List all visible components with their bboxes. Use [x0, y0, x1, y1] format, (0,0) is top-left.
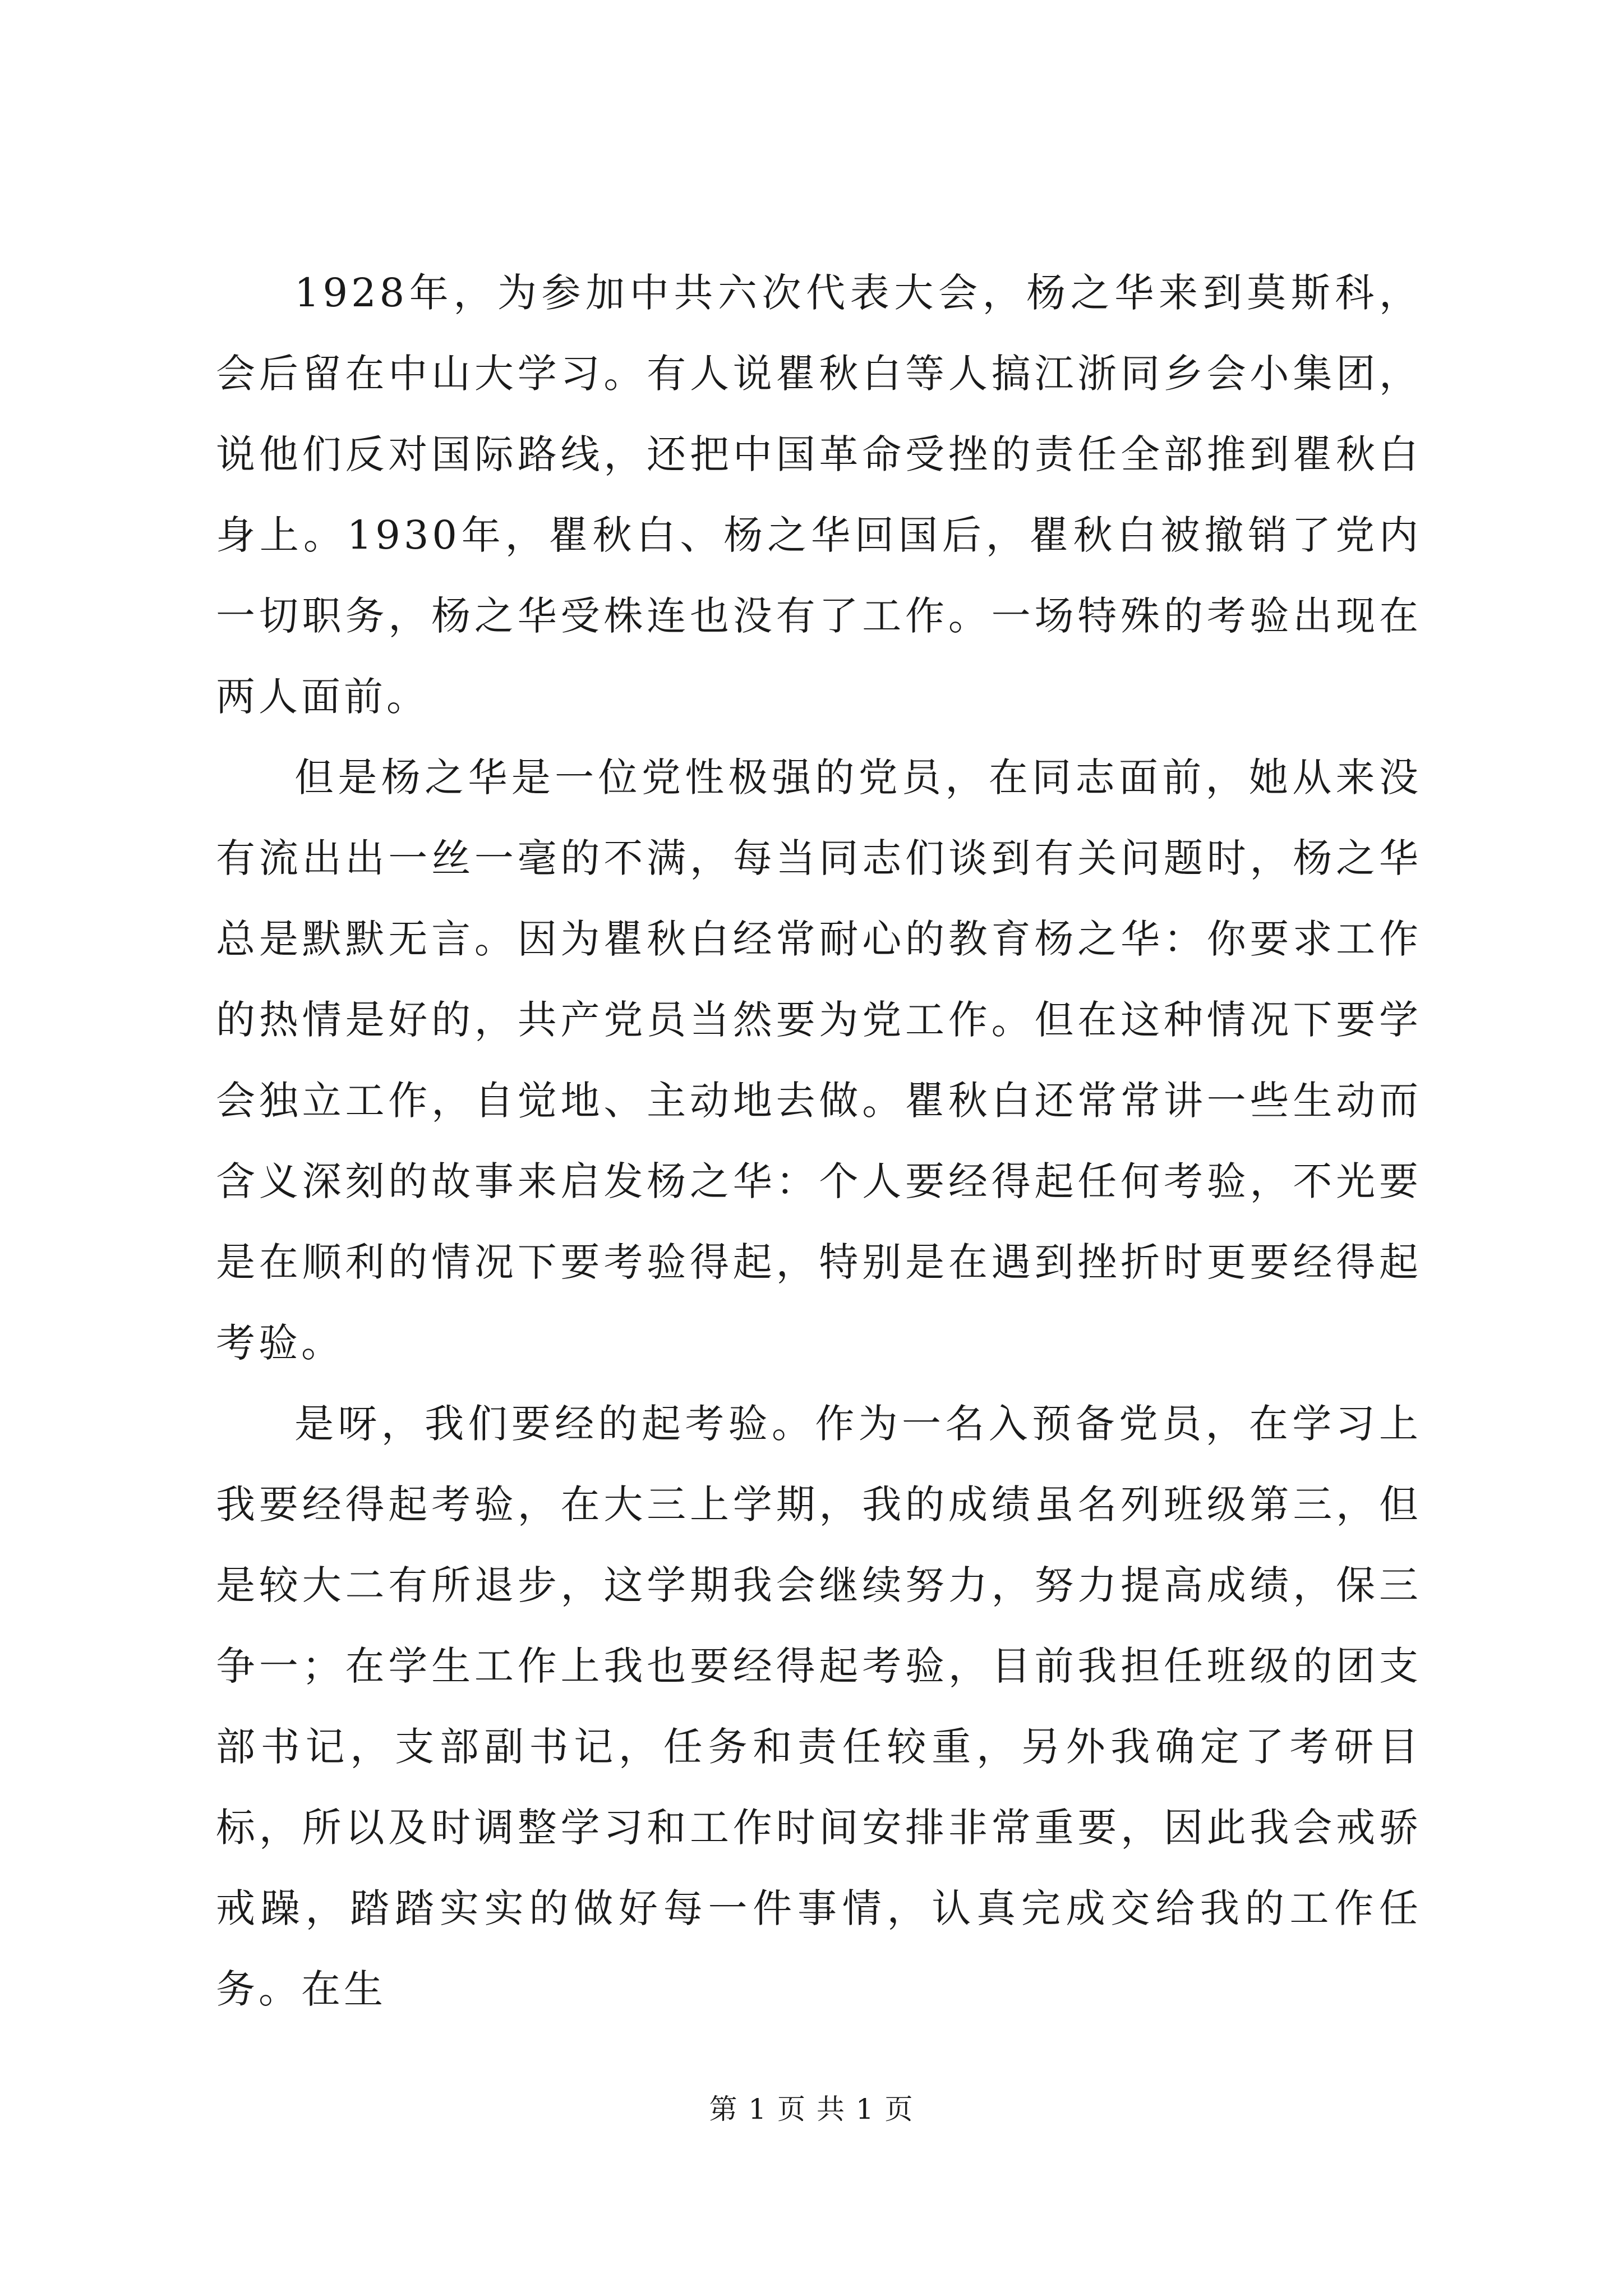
document-body — [216, 252, 1422, 2030]
paragraph-2: 但是杨之华是一位党性极强的党员，在同志面前，她从来没有流出出一丝一毫的不满，每当同志们谈到有关问题时，杨之华总是默默无言。因为瞿秋白经常耐心的教育杨之华：你要求工作的热情是好的，共产党员当然要为党工作。但在这种情况下要学会独立工作，自觉地、主动地去做。瞿秋白还常常讲一些生动而含义深刻的故事来启发杨之华：个人要经得起任何考验，不光要是在顺利的情况下要考验得起，特别是在遇到挫折时更要经得起考验。 — [216, 754, 1422, 1366]
page-footer: 第 1 页 共 1 页 — [709, 2093, 914, 2125]
paragraph-1: 1928年，为参加中共六次代表大会，杨之华来到莫斯科，会后留在中山大学习。有人说瞿秋白等人搞江浙同乡会小集团，说他们反对国际路线，还把中国革命受挫的责任全部推到瞿秋白身上。1930年，瞿秋白、杨之华回国后，瞿秋白被撤销了党内一切职务，杨之华受株连也没有了工作。一场特殊的考验出现在两人面前。 — [216, 270, 1422, 720]
paragraph-3: 是呀，我们要经的起考验。作为一名入预备党员，在学习上我要经得起考验，在大三上学期，我的成绩虽名列班级第三，但是较大二有所退步，这学期我会继续努力，努力提高成绩，保三争一；在学生工作上我也要经得起考验，目前我担任班级的团支部书记，支部副书记，任务和责任较重，另外我确定了考研目标，所以及时调整学习和工作时间安排非常重要，因此我会戒骄戒躁，踏踏实实的做好每一件事情，认真完成交给我的工作任务。在生 — [216, 1401, 1422, 2012]
